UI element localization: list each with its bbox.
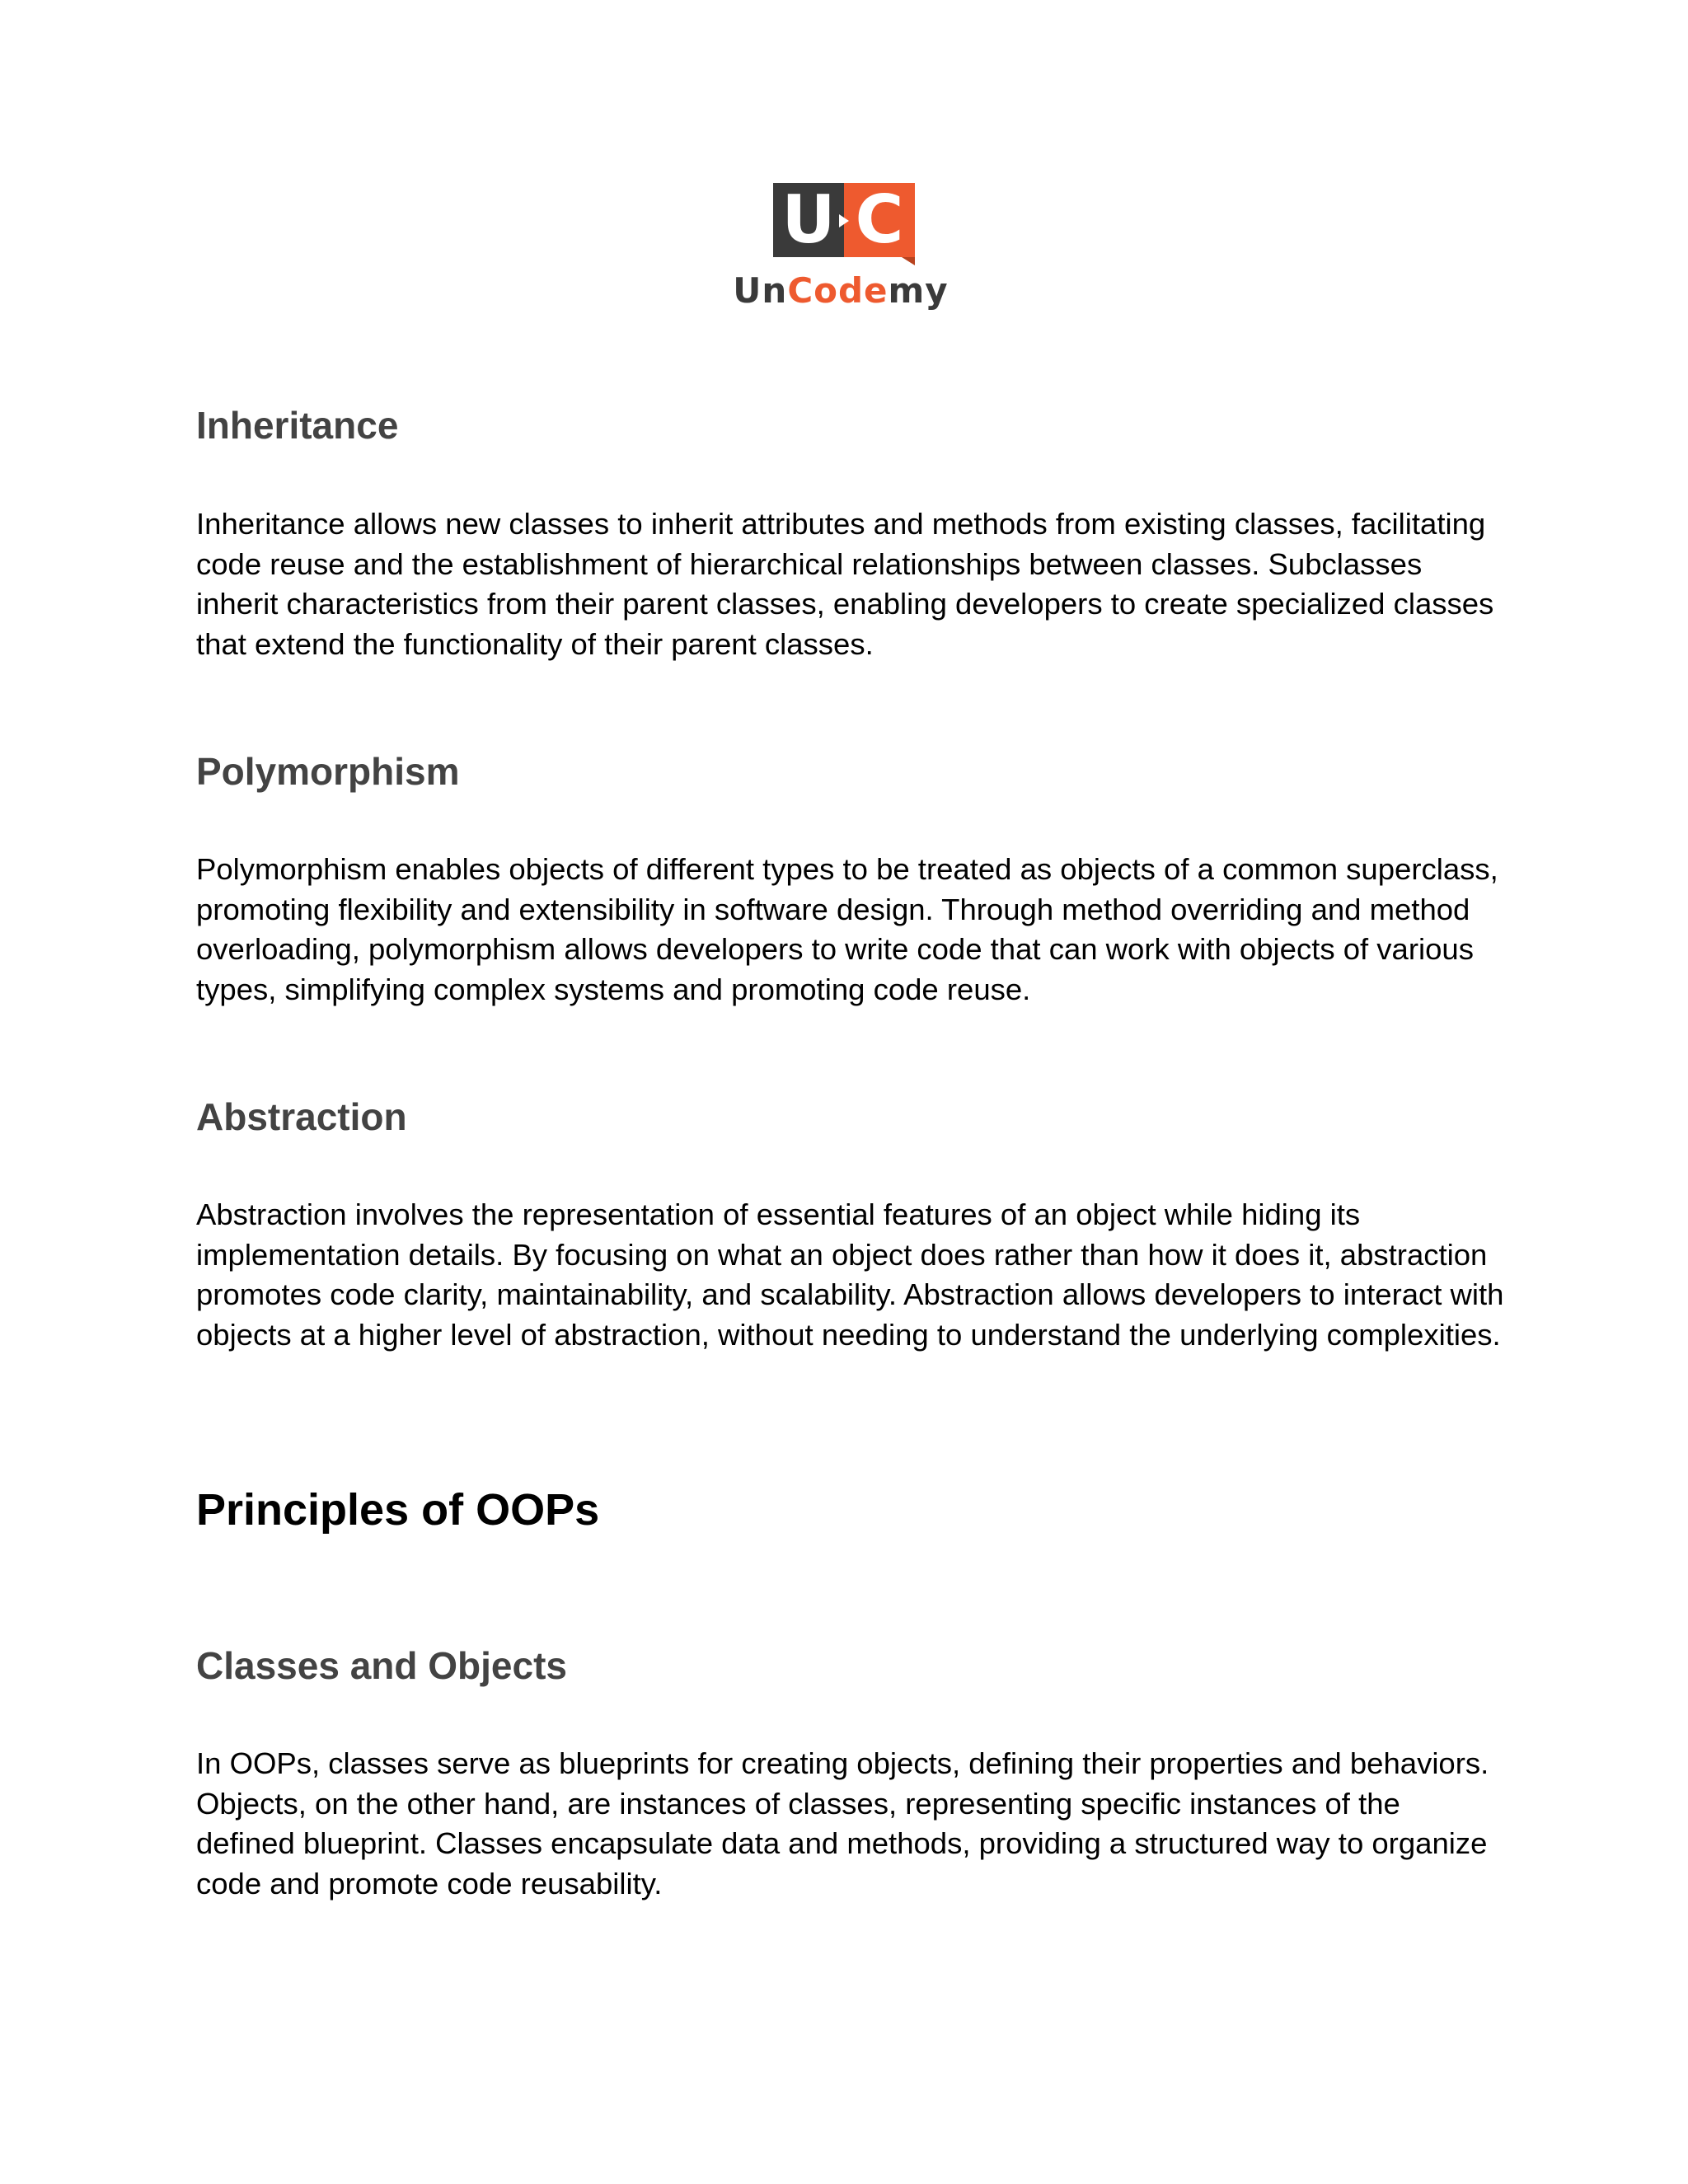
section-heading-classes-objects: Classes and Objects [196,1644,567,1687]
logo-mark [773,183,915,265]
section-body-polymorphism: Polymorphism enables objects of different types to be treated as objects of a common superclass, promoting flexibility and extensibility in software design. Through method overriding and method overloading, polymorphism allows developers to write code that can work with objects of various types, simplifying complex systems and promoting code reuse. [196,852,1498,1006]
section-body-abstraction: Abstraction involves the representation of essential features of an object while hiding its implementation details. By focusing on what an object does rather than how it does it, abstraction promotes code clarity, maintainability, and scalability. Abstraction allows developers to interact with objects at a higher level of abstraction, without needing to understand the underlying complexities. [196,1197,1504,1352]
uncodemy-logo [725,180,956,320]
logo-wordmark: UnCodemy [733,270,949,311]
logo-arrow-icon [839,214,849,227]
logo-mark-c: C [844,183,915,257]
page-title-principles: Principles of OOPs [196,1485,600,1535]
section-heading-abstraction: Abstraction [196,1095,407,1138]
logo-mark-u: U [773,183,844,257]
section-body-inheritance: Inheritance allows new classes to inherit attributes and methods from existing classes, facilitating code reuse and the establishment of hierarchical relationships between classes. Subclasses inherit characteristics from their parent classes, enabling developers to create specialized classes that extend the functionality of their parent classes. [196,507,1494,661]
section-heading-polymorphism: Polymorphism [196,750,460,793]
section-heading-inheritance: Inheritance [196,404,399,447]
section-body-classes-objects: In OOPs, classes serve as blueprints for creating objects, defining their properties and behaviors. Objects, on the other hand, are instances of classes, representing specific instances of the defined blueprint. Classes encapsulate data and methods, providing a structured way to organize code and promote code reusability. [196,1746,1489,1900]
